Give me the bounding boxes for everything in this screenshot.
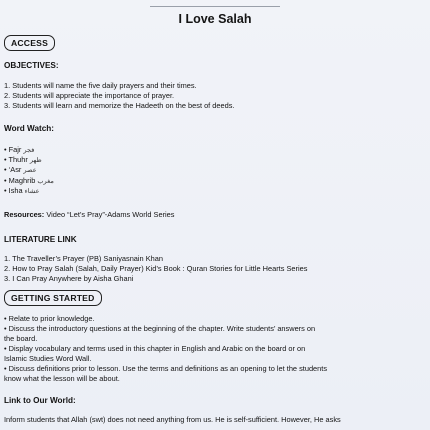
word-watch-item — [4, 145, 34, 155]
link-to-world-text: Inform students that Allah (swt) does not need anything from us. He is self-sufficient. However, He asks — [4, 415, 341, 424]
literature-item: 1. The Traveller’s Prayer (PB) Saniyasnain Khan — [4, 254, 163, 263]
objectives-heading: OBJECTIVES: — [4, 61, 59, 70]
resources-text: Video “Let’s Pray”-Adams World Series — [44, 210, 175, 219]
word-watch-arabic: عشاء — [24, 187, 40, 195]
getting-started-heading: GETTING STARTED — [4, 290, 102, 306]
word-watch-arabic: فجر — [23, 146, 35, 154]
literature-item: 3. I Can Pray Anywhere by Aisha Ghani — [4, 274, 134, 283]
getting-started-item: • Display vocabulary and terms used in this chapter in English and Arabic on the board or on — [4, 344, 306, 353]
getting-started-item: • Discuss definitions prior to lesson. Use the terms and definitions as an opening to let the students — [4, 364, 328, 373]
objective-item: 1. Students will name the five daily prayers and their times. — [4, 81, 197, 90]
access-heading: ACCESS — [4, 35, 55, 51]
literature-link-heading: LITERATURE LINK — [4, 235, 77, 244]
resources-line — [4, 210, 174, 219]
word-watch-term: • ‘Asr — [4, 165, 22, 174]
word-watch-arabic: ظهر — [29, 156, 42, 164]
getting-started-item: the board. — [4, 334, 38, 343]
word-watch-item — [4, 176, 54, 186]
objective-item: 3. Students will learn and memorize the Hadeeth on the best of deeds. — [4, 101, 235, 110]
word-watch-term: • Maghrib — [4, 176, 36, 185]
header-rule — [150, 0, 280, 7]
word-watch-item — [4, 165, 37, 175]
word-watch-heading: Word Watch: — [4, 124, 55, 133]
link-to-world-heading: Link to Our World: — [4, 396, 76, 405]
word-watch-term: • Isha — [4, 186, 23, 195]
word-watch-arabic: مغرب — [37, 177, 54, 185]
resources-label: Resources: — [4, 210, 45, 219]
word-watch-arabic: عصر — [23, 166, 37, 174]
word-watch-item — [4, 155, 42, 165]
literature-item: 2. How to Pray Salah (Salah, Daily Prayer) Kid’s Book : Quran Stories for Little Hearts Series — [4, 264, 308, 273]
getting-started-item: Islamic Studies Word Wall. — [4, 354, 92, 363]
objective-item: 2. Students will appreciate the importance of prayer. — [4, 91, 175, 100]
word-watch-item — [4, 186, 40, 196]
word-watch-term: • Thuhr — [4, 155, 28, 164]
getting-started-item: know what the lesson will be about. — [4, 374, 120, 383]
getting-started-item: • Relate to prior knowledge. — [4, 314, 95, 323]
word-watch-term: • Fajr — [4, 145, 22, 154]
page-title: I Love Salah — [178, 12, 252, 26]
getting-started-item: • Discuss the introductory questions at the beginning of the chapter. Write students’ answers on — [4, 324, 316, 333]
